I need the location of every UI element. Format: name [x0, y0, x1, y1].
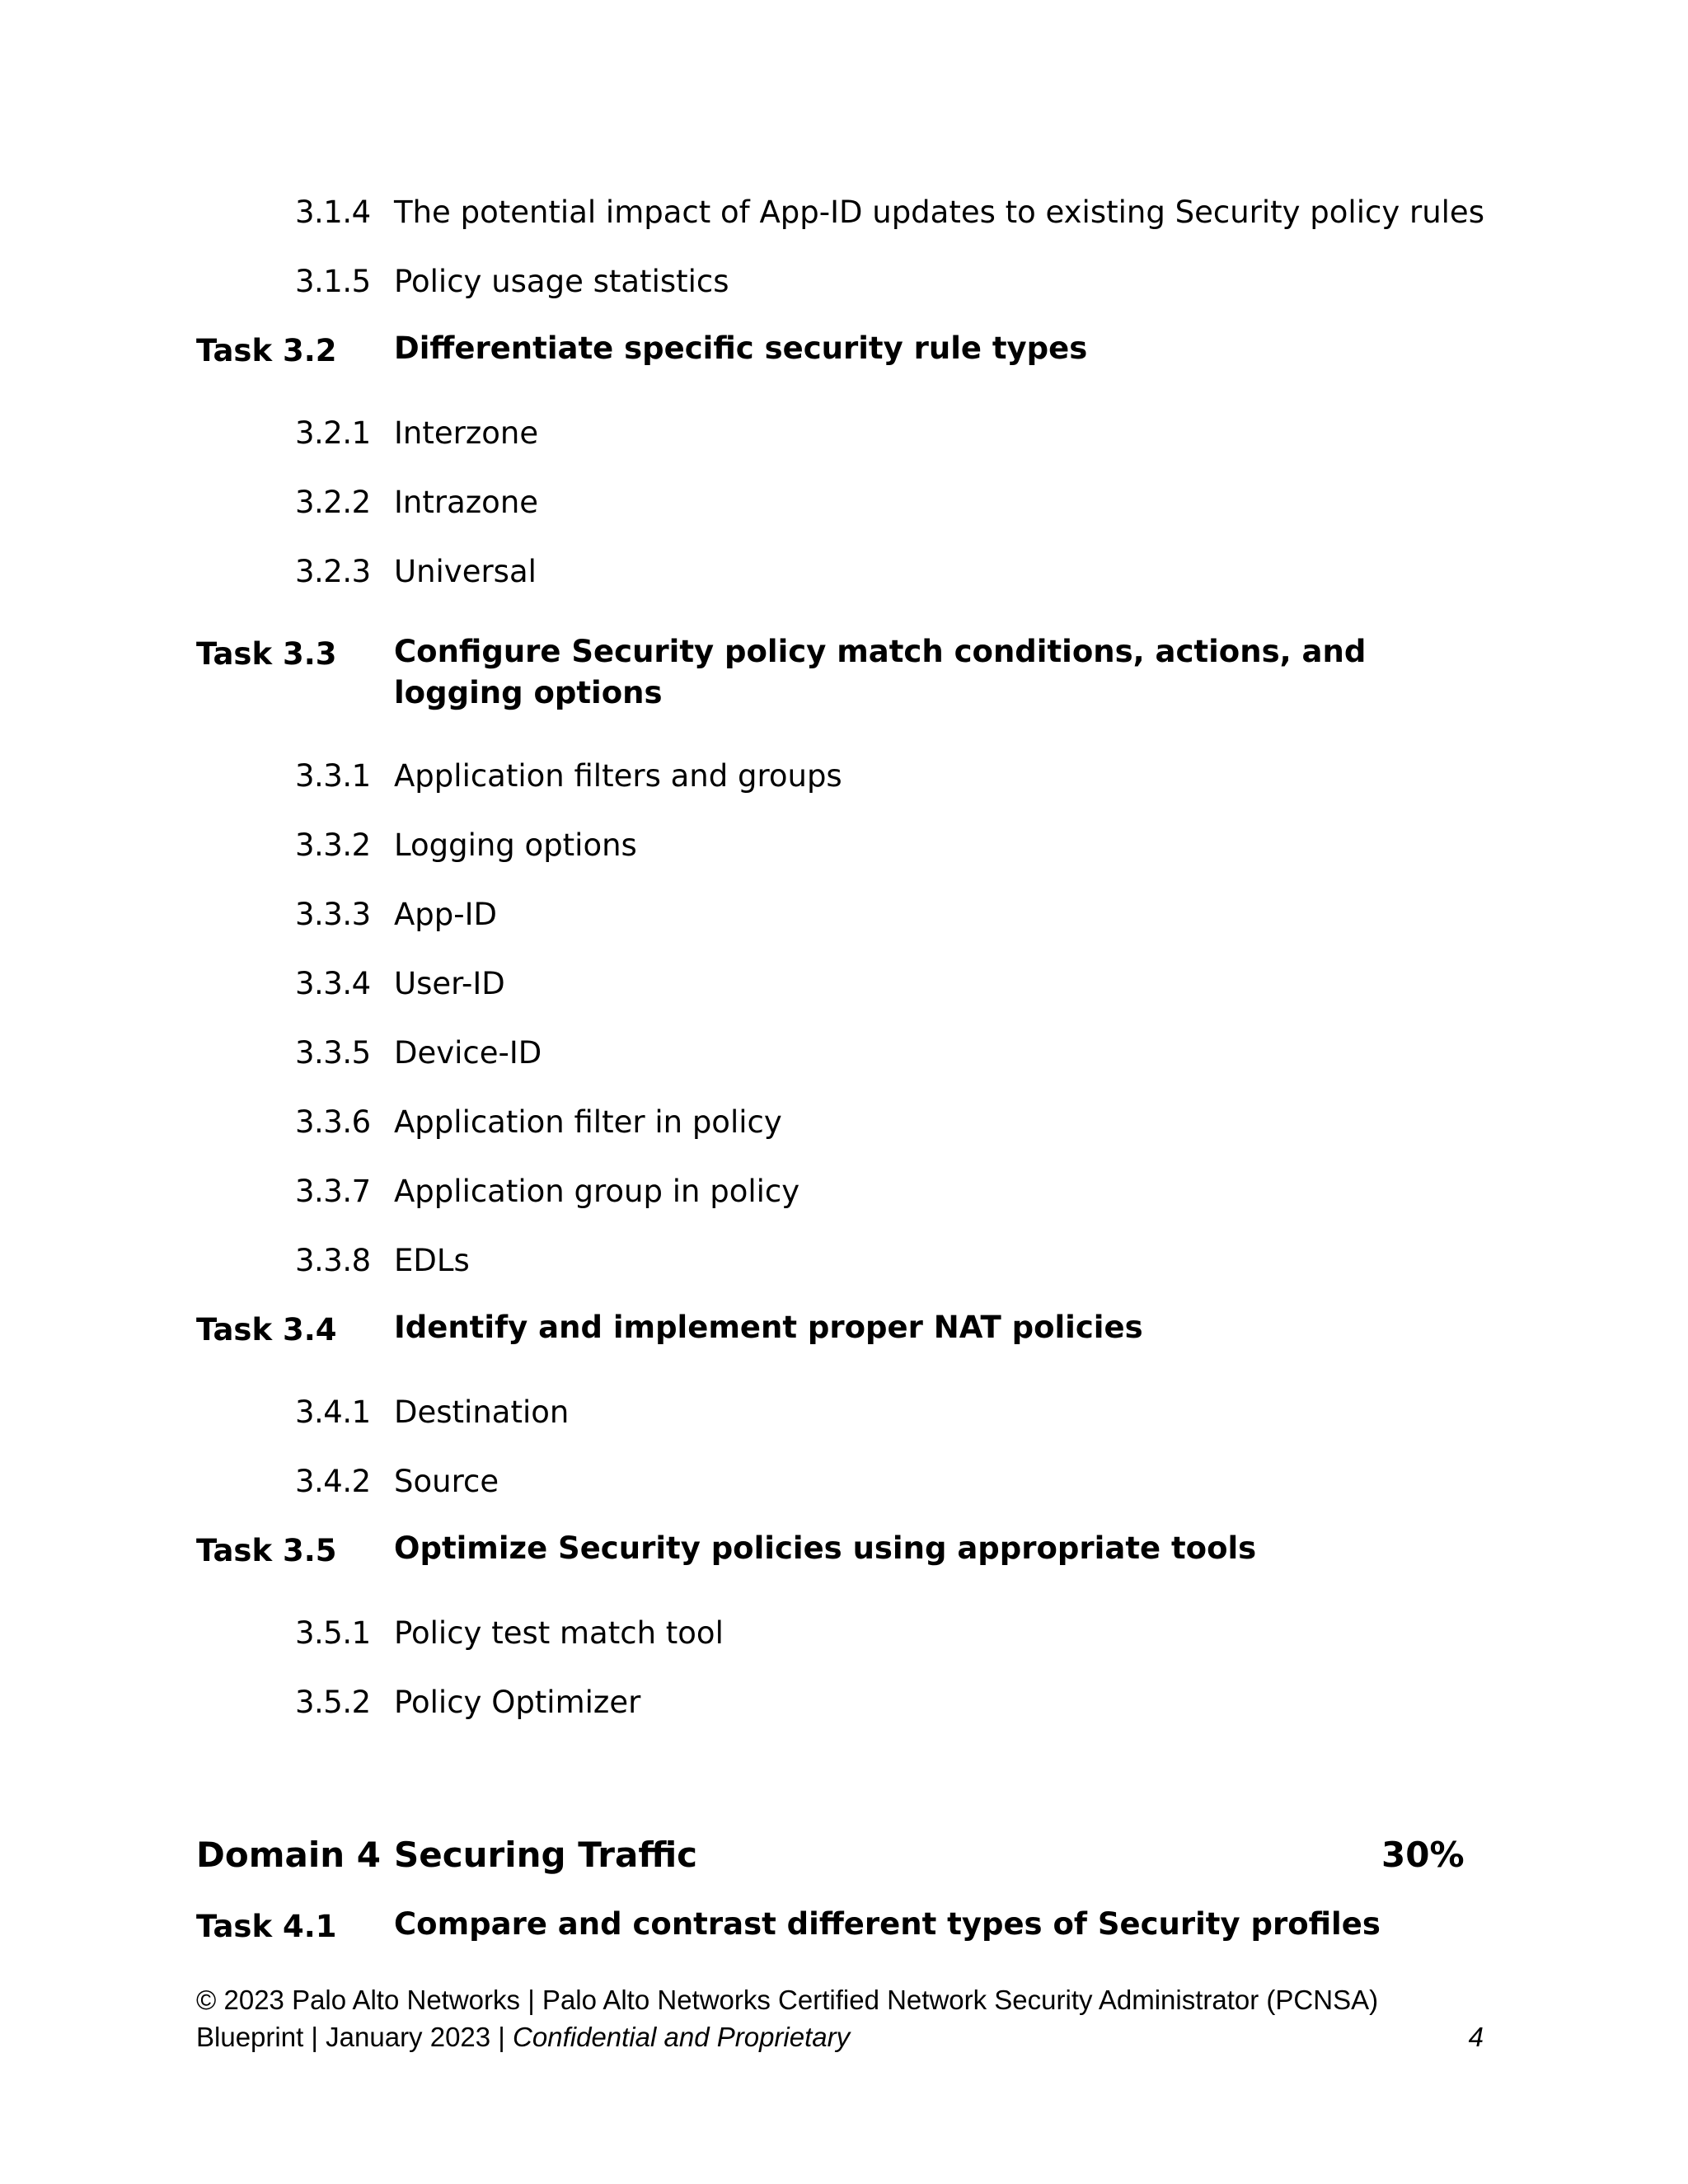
- task-title: Compare and contrast different types of Security profiles: [394, 1906, 1381, 1942]
- item-number: 3.4.1: [295, 1394, 371, 1430]
- item-text: Policy Optimizer: [394, 1685, 641, 1720]
- footer-blueprint-date: Blueprint | January 2023 |: [196, 2022, 513, 2052]
- item-text: EDLs: [394, 1243, 470, 1278]
- task-title: Identify and implement proper NAT policies: [394, 1310, 1143, 1345]
- task-title: Differentiate specific security rule types: [394, 330, 1088, 366]
- item-text: Application filter in policy: [394, 1104, 782, 1140]
- item-number: 3.1.4: [295, 194, 371, 230]
- item-number: 3.3.7: [295, 1174, 371, 1209]
- item-text: Policy usage statistics: [394, 264, 729, 299]
- footer-confidential: Confidential and Proprietary: [513, 2022, 851, 2052]
- task-number: Task 4.1: [196, 1909, 337, 1944]
- item-number: 3.5.2: [295, 1685, 371, 1720]
- task-title: Configure Security policy match conditions, actions, and logging options: [394, 634, 1367, 710]
- item-number: 3.3.1: [295, 758, 371, 794]
- item-text: Policy test match tool: [394, 1615, 724, 1651]
- task-number: Task 3.5: [196, 1533, 337, 1568]
- footer-copyright: © 2023 Palo Alto Networks | Palo Alto Networks Certified Network Security Administrator (PCNSA): [196, 1985, 1379, 2015]
- item-text: Destination: [394, 1394, 570, 1430]
- task-title: Optimize Security policies using appropriate tools: [394, 1530, 1257, 1566]
- page-number: 4: [1468, 2022, 1484, 2052]
- page-footer: [196, 1981, 1484, 2055]
- task-number: Task 3.3: [196, 636, 337, 672]
- item-text: Source: [394, 1464, 499, 1499]
- domain-weight: 30%: [1381, 1835, 1465, 1875]
- item-text: User-ID: [394, 966, 505, 1001]
- item-number: 3.2.2: [295, 485, 371, 520]
- item-number: 3.3.2: [295, 827, 371, 863]
- item-number: 3.2.1: [295, 415, 371, 451]
- item-text: Universal: [394, 554, 537, 589]
- item-text: Logging options: [394, 827, 637, 863]
- item-number: 3.3.4: [295, 966, 371, 1001]
- domain-title: Securing Traffic: [394, 1835, 698, 1875]
- item-number: 3.2.3: [295, 554, 371, 589]
- item-text: Interzone: [394, 415, 539, 451]
- item-text: Intrazone: [394, 485, 539, 520]
- domain-number: Domain 4: [196, 1835, 381, 1875]
- task-number: Task 3.2: [196, 333, 337, 368]
- item-number: 3.3.5: [295, 1035, 371, 1071]
- item-number: 3.3.3: [295, 897, 371, 932]
- item-text: Application group in policy: [394, 1174, 800, 1209]
- item-number: 3.3.8: [295, 1243, 371, 1278]
- item-text: Device-ID: [394, 1035, 542, 1071]
- item-number: 3.4.2: [295, 1464, 371, 1499]
- item-number: 3.3.6: [295, 1104, 371, 1140]
- item-text: Application filters and groups: [394, 758, 842, 794]
- item-number: 3.1.5: [295, 264, 371, 299]
- item-text: The potential impact of App-ID updates to existing Security policy rules: [394, 194, 1484, 230]
- item-text: App-ID: [394, 897, 498, 932]
- footer-line-2: [196, 2018, 1484, 2055]
- task-number: Task 3.4: [196, 1312, 337, 1347]
- item-number: 3.5.1: [295, 1615, 371, 1651]
